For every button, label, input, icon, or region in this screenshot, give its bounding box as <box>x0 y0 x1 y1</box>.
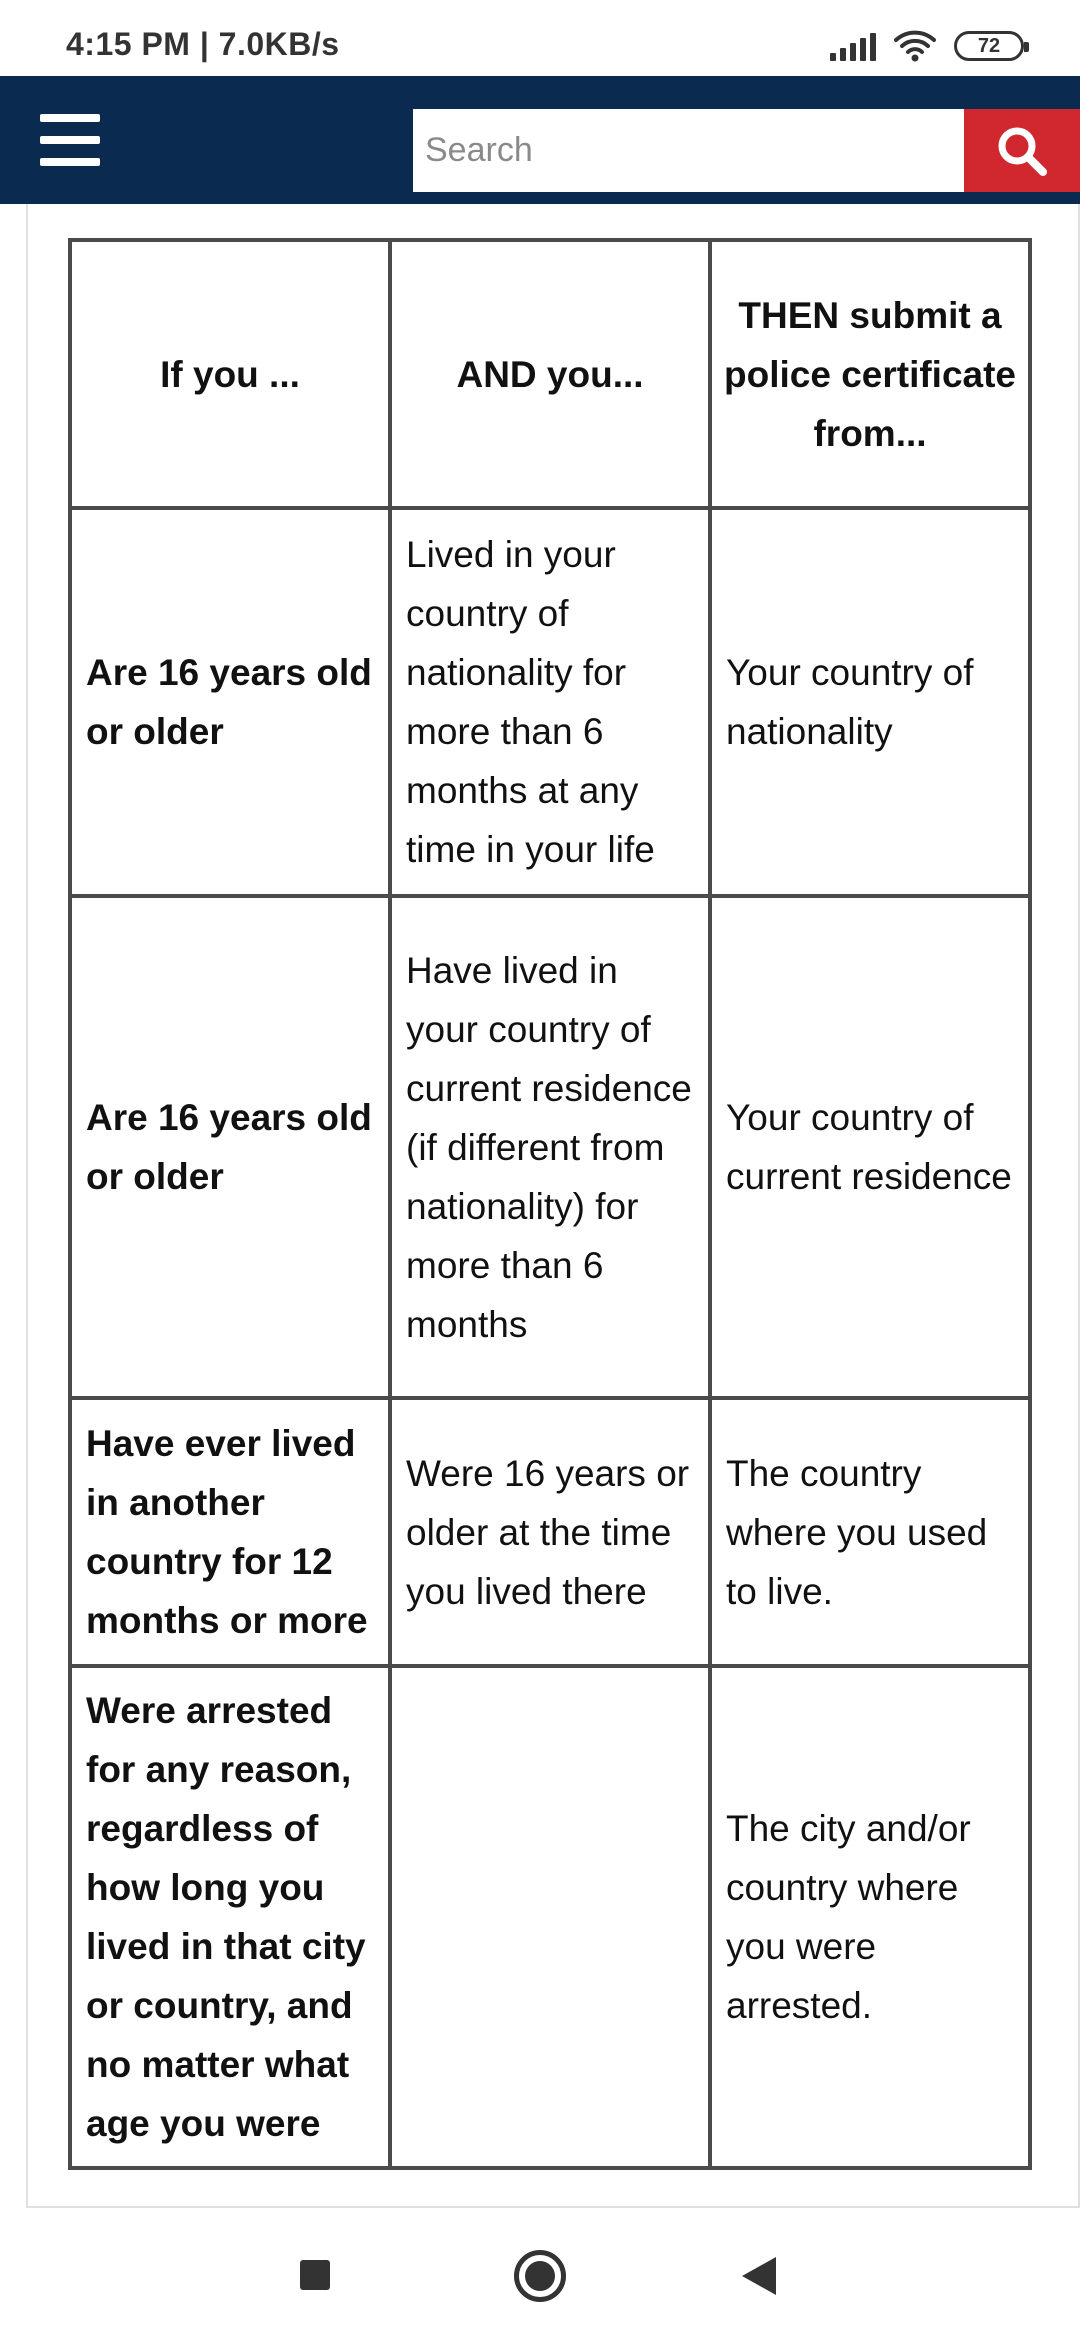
and-cell: Were 16 years or older at the time you lived there <box>390 1398 710 1666</box>
site-header <box>0 76 1080 204</box>
page-content <box>26 204 1080 2208</box>
recents-icon[interactable] <box>300 2260 330 2290</box>
home-icon[interactable] <box>514 2250 566 2302</box>
status-bar <box>0 0 1080 76</box>
condition-cell: Have ever lived in another country for 12 months or more <box>70 1398 390 1666</box>
search-input[interactable] <box>413 109 964 192</box>
signal-icon <box>830 31 876 61</box>
table-row <box>70 1666 1030 2168</box>
and-cell: Lived in your country of nationality for more than 6 months at any time in your life <box>390 508 710 896</box>
then-cell: Your country of current residence <box>710 896 1030 1398</box>
system-nav-bar <box>0 2210 1080 2340</box>
table-row <box>70 508 1030 896</box>
status-icons <box>830 28 1024 64</box>
status-time: 4:15 PM | 7.0KB/s <box>66 26 340 62</box>
search-icon <box>994 123 1050 179</box>
hamburger-menu-icon[interactable] <box>40 114 100 166</box>
and-cell: Have lived in your country of current residence (if different from nationality) for more than 6 months <box>390 896 710 1398</box>
police-certificate-table <box>68 238 1032 2170</box>
table-header-and: AND you... <box>390 240 710 508</box>
condition-cell: Are 16 years old or older <box>70 896 390 1398</box>
battery-icon <box>954 31 1024 61</box>
wifi-icon <box>894 29 936 63</box>
table-header-row <box>70 240 1030 508</box>
battery-level: 72 <box>977 34 1001 57</box>
table-row <box>70 1398 1030 1666</box>
then-cell: The country where you used to live. <box>710 1398 1030 1666</box>
table-header-if: If you ... <box>70 240 390 508</box>
then-cell: Your country of nationality <box>710 508 1030 896</box>
back-icon[interactable] <box>742 2257 776 2295</box>
table-row <box>70 896 1030 1398</box>
table-header-then: THEN submit a police certificate from... <box>710 240 1030 508</box>
and-cell <box>390 1666 710 2168</box>
search-button[interactable] <box>964 109 1080 192</box>
then-cell: The city and/or country where you were arrested. <box>710 1666 1030 2168</box>
condition-cell: Are 16 years old or older <box>70 508 390 896</box>
condition-cell: Were arrested for any reason, regardless of how long you lived in that city or country, and no matter what age you were <box>70 1666 390 2168</box>
